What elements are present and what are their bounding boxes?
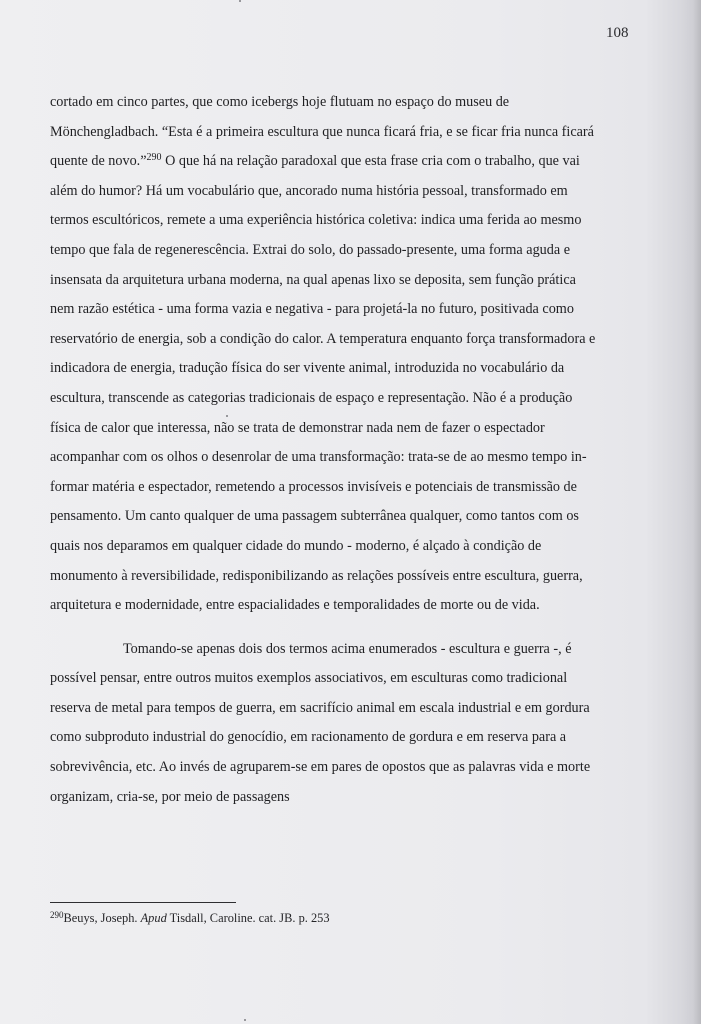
footnote-reference: 290 <box>146 152 162 164</box>
footnote-number: 290 <box>50 910 64 920</box>
footnote-text-after: Tisdall, Caroline. cat. JB. p. 253 <box>166 911 330 925</box>
body-text <box>50 88 598 812</box>
footnote-apud: Apud <box>140 911 167 925</box>
footnote-text-before: Beuys, Joseph. <box>63 911 141 925</box>
paragraph-1-text-after-note: O que há na relação paradoxal que esta frase cria com o trabalho, que vai além do humor? Há um vocabulário que, ancorado numa história pessoal, transformado em termos escultóricos, remete a uma experiência histórica coletiva: indica uma ferida ao mesmo tempo que fala de regenerescência. Extrai do solo, do passado-presente, uma forma aguda e insensata da arquitetura urbana moderna, na qual apenas lixo se deposita, sem função prática nem razão estética - uma forma vazia e negativa - para projetá-la no futuro, positivada como reservatório de energia, sob a condição do calor. A temperatura enquanto força transformadora e indicadora de energia, tradução física do ser vivente animal, introduzida no vocabulário da escultura, transcende as categorias tradicionais de espaço e representação. Não é a produção física de calor que interessa, não se trata de demonstrar nada nem de fazer o espectador acompanhar com os olhos o desenrolar de uma transformação: trata-se de ao mesmo tempo in-formar matéria e espectador, remetendo a processos invisíveis e potenciais de transmissão de pensamento. Um canto qualquer de uma passagem subterrânea qualquer, como tantos com os quais nos deparamos em qualquer cidade do mundo - moderno, é alçado à condição de monumento à reversibilidade, redisponibilizando as relações possíveis entre escultura, guerra, arquitetura e modernidade, entre espacialidades e temporalidades de morte ou de vida. <box>50 153 596 614</box>
paper-speck <box>244 1019 246 1021</box>
page-number: 108 <box>606 25 629 41</box>
footnote-290 <box>50 909 610 927</box>
paragraph-1-text-before-note: cortado em cinco partes, que como icebergs hoje flutuam no espaço do museu de Mönchengladbach. “Esta é a primeira escultura que nunca ficará fria, e se ficar fria nunca ficará quente de novo.” <box>50 94 594 170</box>
paper-speck <box>226 415 228 417</box>
footnote-separator <box>50 902 236 903</box>
page-edge-shadow <box>693 0 701 1024</box>
paper-speck <box>239 0 241 2</box>
paragraph-1 <box>50 88 598 621</box>
paragraph-2: Tomando-se apenas dois dos termos acima enumerados - escultura e guerra -, é possível pensar, entre outros muitos exemplos associativos, em esculturas como tradicional reserva de metal para tempos de guerra, em sacrifício animal em escala industrial e em gordura como subproduto industrial do genocídio, em racionamento de gordura e em reserva para a sobrevivência, etc. Ao invés de agruparem-se em pares de opostos que as palavras vida e morte organizam, cria-se, por meio de passagens <box>50 640 591 805</box>
